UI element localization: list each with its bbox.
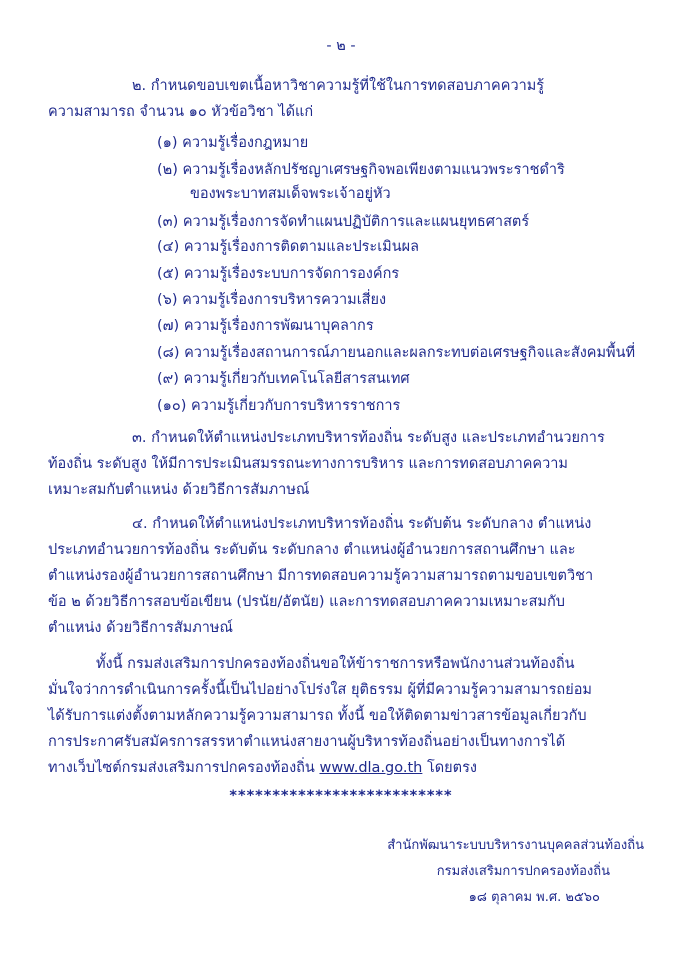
closing-last-line — [48, 758, 477, 778]
signature-department: กรมส่งเสริมการปกครองท้องถิ่น — [436, 864, 610, 879]
section4-line: ข้อ ๒ ด้วยวิธีการสอบข้อเขียน (ปรนัย/อัตนัย) และการทดสอบภาคความเหมาะสมกับ — [48, 594, 565, 610]
section4-line: ตำแหน่ง ด้วยวิธีการสัมภาษณ์ — [48, 620, 233, 636]
signature-office: สำนักพัฒนาระบบบริหารงานบุคคลส่วนท้องถิ่น — [387, 838, 644, 853]
closing-last-prefix: ทางเว็บไซต์กรมส่งเสริมการปกครองท้องถิ่น — [48, 760, 320, 776]
separator: ************************** — [229, 788, 453, 804]
section3-line: ท้องถิ่น ระดับสูง ให้มีการประเมินสมรรถนะทางการบริหาร และการทดสอบภาคความ — [48, 456, 568, 472]
section2-item: (๑๐) ความรู้เกี่ยวกับการบริหารราชการ — [157, 398, 401, 414]
section3-line: ๓. กำหนดให้ตำแหน่งประเภทบริหารท้องถิ่น ระดับสูง และประเภทอำนวยการ — [132, 430, 605, 446]
section2-item: (๑) ความรู้เรื่องกฎหมาย — [157, 135, 309, 151]
section2-heading: ๒. กำหนดขอบเขตเนื้อหาวิชาความรู้ที่ใช้ในการทดสอบภาคความรู้ — [132, 78, 545, 94]
section2-item: (๓) ความรู้เรื่องการจัดทำแผนปฏิบัติการและแผนยุทธศาสตร์ — [157, 214, 530, 230]
section3-line: เหมาะสมกับตำแหน่ง ด้วยวิธีการสัมภาษณ์ — [48, 482, 310, 498]
closing-line: ได้รับการแต่งตั้งตามหลักความรู้ความสามารถ ทั้งนี้ ขอให้ติดตามข่าวสารข้อมูลเกี่ยวกับ — [48, 708, 587, 724]
section4-line: ๔. กำหนดให้ตำแหน่งประเภทบริหารท้องถิ่น ระดับต้น ระดับกลาง ตำแหน่ง — [132, 516, 592, 532]
section2-item: (๖) ความรู้เรื่องการบริหารความเสี่ยง — [157, 292, 387, 308]
dla-website-link[interactable]: www.dla.go.th — [319, 760, 423, 776]
section2-item: (๘) ความรู้เรื่องสถานการณ์ภายนอกและผลกระทบต่อเศรษฐกิจและสังคมพื้นที่ — [157, 345, 636, 361]
section2-item: (๕) ความรู้เรื่องระบบการจัดการองค์กร — [157, 266, 400, 282]
section4-line: ประเภทอำนวยการท้องถิ่น ระดับต้น ระดับกลาง ตำแหน่งผู้อำนวยการสถานศึกษา และ — [48, 542, 576, 558]
signature-date: ๑๘ ตุลาคม พ.ศ. ๒๕๖๐ — [468, 890, 600, 905]
section2-item: (๔) ความรู้เรื่องการติดตามและประเมินผล — [157, 239, 420, 255]
section2-item: (๙) ความรู้เกี่ยวกับเทคโนโลยีสารสนเทศ — [157, 371, 410, 387]
closing-line: มั่นใจว่าการดำเนินการครั้งนี้เป็นไปอย่างโปร่งใส ยุติธรรม ผู้ที่มีความรู้ความสามารถย่อม — [48, 682, 592, 698]
section2-item: (๒) ความรู้เรื่องหลักปรัชญาเศรษฐกิจพอเพียงตามแนวพระราชดำริ — [157, 162, 565, 178]
closing-line: การประกาศรับสมัครการสรรหาตำแหน่งสายงานผู้บริหารท้องถิ่นอย่างเป็นทางการได้ — [48, 734, 566, 750]
section2-item: (๗) ความรู้เรื่องการพัฒนาบุคลากร — [157, 318, 374, 334]
page-number: - ๒ - — [326, 38, 356, 54]
closing-last-suffix: โดยตรง — [422, 760, 477, 776]
closing-line: ทั้งนี้ กรมส่งเสริมการปกครองท้องถิ่นขอให้ข้าราชการหรือพนักงานส่วนท้องถิ่น — [96, 656, 575, 672]
section4-line: ตำแหน่งรองผู้อำนวยการสถานศึกษา มีการทดสอบความรู้ความสามารถตามขอบเขตวิชา — [48, 568, 594, 584]
section2-heading-cont: ความสามารถ จำนวน ๑๐ หัวข้อวิชา ได้แก่ — [48, 104, 314, 120]
section2-item-cont: ของพระบาทสมเด็จพระเจ้าอยู่หัว — [190, 186, 391, 202]
